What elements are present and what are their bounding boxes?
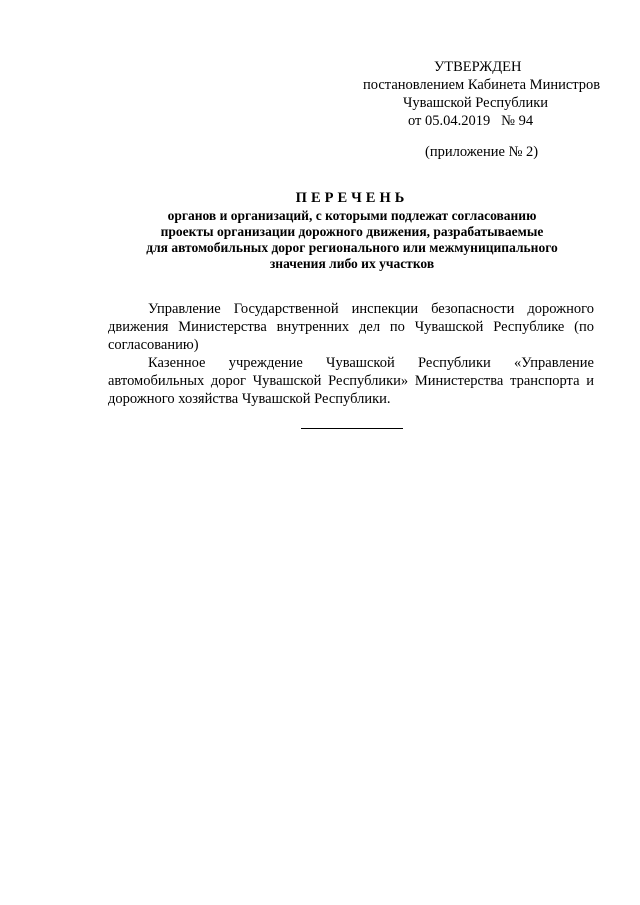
heading-subtitle-line: значения либо их участков: [269, 256, 435, 271]
list-item: Управление Государственной инспекции безопасности дорожного движения Министерства внутренних дел по Чувашской Республике (по согласованию): [108, 301, 594, 353]
heading-subtitle-line: для автомобильных дорог регионального или межмуниципального: [146, 240, 558, 255]
heading-title: ПЕРЕЧЕНЬ: [295, 190, 409, 206]
heading-subtitle-line: проекты организации дорожного движения, разрабатываемые: [160, 224, 544, 239]
list-item: Казенное учреждение Чувашской Республики «Управление автомобильных дорог Чувашской Республики» Министерства транспорта и дорожного хозяйства Чувашской Республики.: [108, 355, 594, 407]
closing-divider: [301, 428, 403, 429]
heading-subtitle-line: органов и организаций, с которыми подлежат согласованию: [167, 208, 537, 223]
approval-block: [330, 58, 630, 130]
document-heading: [0, 188, 640, 272]
approval-decree-line: постановлением Кабинета Министров: [363, 77, 601, 93]
approval-date-number: от 05.04.2019 № 94: [408, 113, 534, 129]
approval-title: УТВЕРЖДЕН: [434, 59, 522, 75]
appendix-note: (приложение № 2): [425, 144, 539, 160]
approval-republic-line: Чувашской Республики: [403, 95, 549, 111]
organizations-list: [108, 300, 594, 408]
